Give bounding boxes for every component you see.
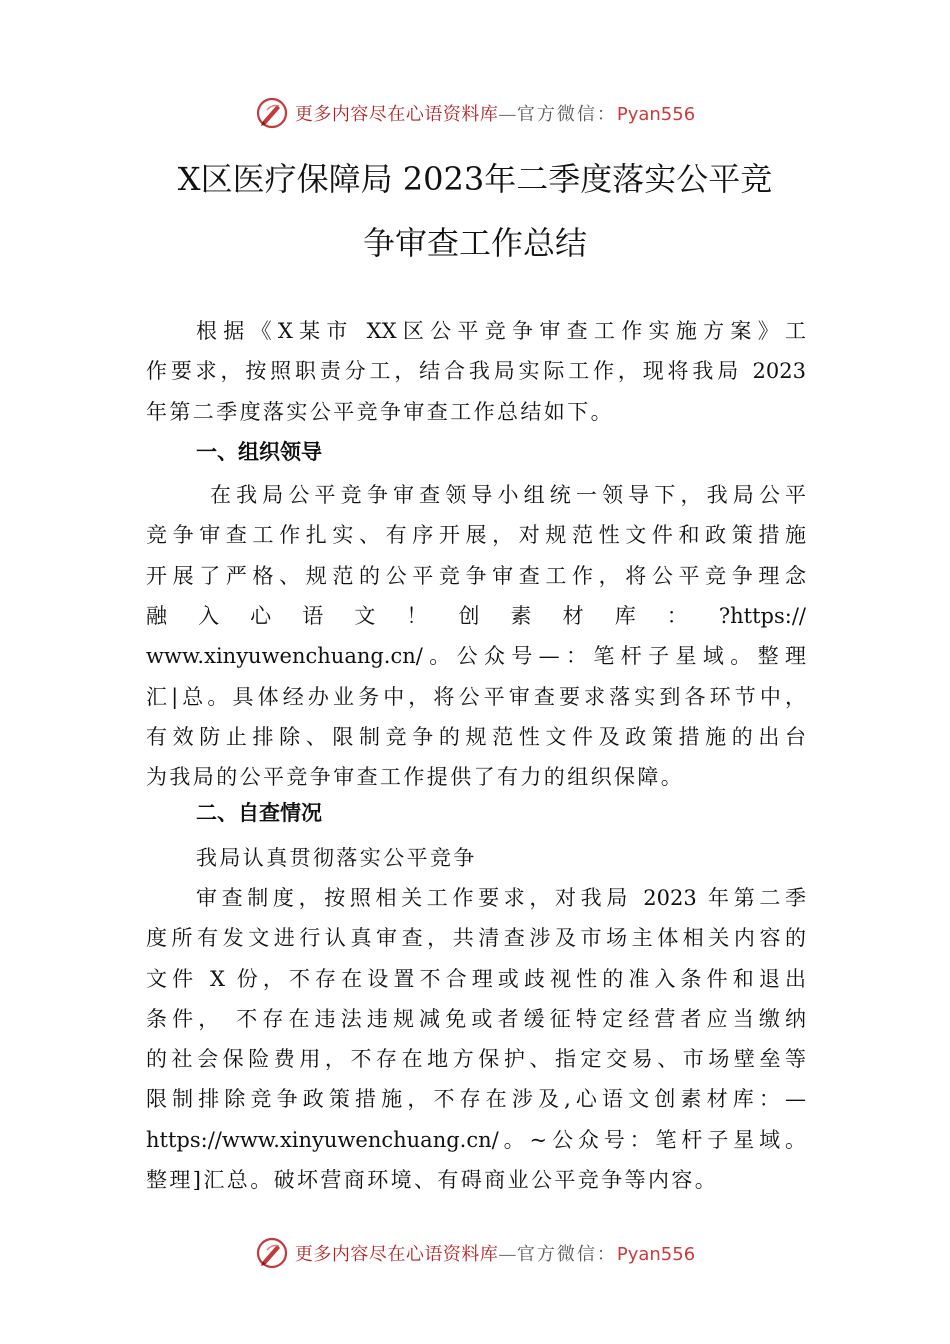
watermark-header (0, 93, 950, 133)
section-1-line-5: www.xinyuwenchuang.cn/。公众号—：笔杆子星域。整理 (146, 644, 806, 668)
section-1-heading: 一、组织领导 (196, 440, 322, 464)
watermark-footer (0, 1233, 950, 1273)
document-title-line-2: 争审查工作总结 (362, 224, 587, 262)
section-2-line-6: 的社会保险费用，不存在地方保护、指定交易、市场壁垒等 (146, 1047, 806, 1071)
section-1-line-4: 融 入 心 语 文 ！ 创 素 材 库 ： ?https:// (146, 604, 806, 628)
pen-logo-icon (255, 96, 289, 130)
section-2-heading: 二、自查情况 (196, 801, 322, 825)
section-2-line-9: 整理]汇总。破坏营商环境、有碍商业公平竞争等内容。 (146, 1168, 719, 1192)
section-1-line-8: 为我局的公平竞争审查工作提供了有力的组织保障。 (146, 765, 685, 789)
watermark-text: 更多内容尽在心语资料库—官方微信：Pyan556 (294, 1244, 696, 1265)
watermark-text: 更多内容尽在心语资料库—官方微信：Pyan556 (294, 104, 696, 125)
section-2-line-8: https://www.xinyuwenchuang.cn/。~公众号：笔杆子星域。 (146, 1128, 806, 1152)
section-2-line-5: 条件， 不存在违法违规减免或者缓征特定经营者应当缴纳 (146, 1007, 806, 1031)
intro-line-2: 作要求，按照职责分工，结合我局实际工作，现将我局 2023 (146, 359, 806, 383)
section-2-line-2: 审查制度，按照相关工作要求，对我局 2023 年第二季 (196, 886, 806, 910)
intro-line-1: 根据《X某市 XX区公平竞争审查工作实施方案》工 (196, 319, 806, 343)
intro-line-3: 年第二季度落实公平竞争审查工作总结如下。 (146, 400, 614, 424)
document-title-line-1: X区医疗保障局 2023年二季度落实公平竞 (177, 160, 773, 198)
section-1-line-1: 在我局公平竞争审查领导小组统一领导下，我局公平 (210, 483, 806, 507)
section-2-line-3: 度所有发文进行认真审查，共清查涉及市场主体相关内容的 (146, 926, 806, 950)
section-1-line-2: 竞争审查工作扎实、有序开展，对规范性文件和政策措施 (146, 523, 806, 547)
section-2-line-1: 我局认真贯彻落实公平竞争 (196, 846, 477, 870)
section-1-line-6: 汇|总。具体经办业务中，将公平审查要求落实到各环节中， (146, 685, 806, 709)
section-1-line-3: 开展了严格、规范的公平竞争审查工作，将公平竞争理念 (146, 564, 806, 588)
section-2-line-4: 文件 X 份，不存在设置不合理或歧视性的准入条件和退出 (146, 967, 806, 991)
pen-logo-icon (255, 1236, 289, 1270)
section-2-line-7: 限制排除竞争政策措施，不存在涉及,心语文创素材库：— (146, 1087, 806, 1111)
section-1-line-7: 有效防止排除、限制竞争的规范性文件及政策措施的出台 (146, 725, 806, 749)
